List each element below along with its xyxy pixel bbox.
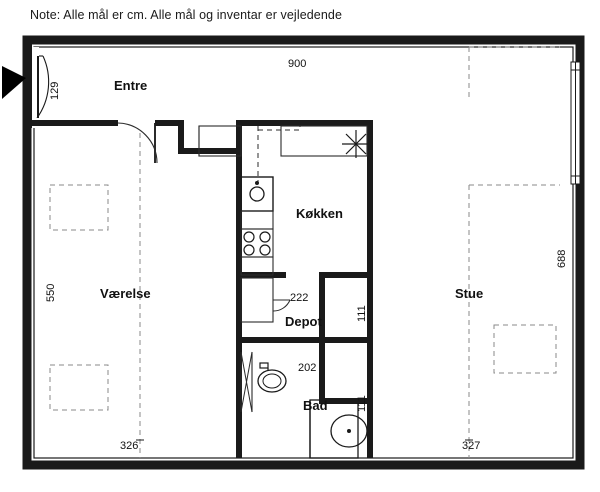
plan-note: Note: Alle mål er cm. Alle mål og inventar er vejledende (30, 8, 343, 22)
dimension-entre-door: 129 (49, 81, 61, 100)
room-label-bad: Bad (303, 398, 328, 413)
stove-burners-icon (244, 232, 270, 255)
dimension-stue-bottom: 327 (462, 440, 481, 452)
dimension-bad-right: 111 (356, 395, 368, 412)
kitchen-cabinets (241, 211, 273, 275)
room-label-depot: Depot (285, 314, 322, 329)
dimension-stue-right: 688 (556, 249, 568, 268)
kitchen-sink-icon (241, 177, 273, 211)
room-label-stue: Stue (455, 286, 484, 301)
room-label-kokken: Køkken (296, 206, 343, 221)
depot-fixtures (241, 278, 290, 322)
zone-guides (140, 47, 560, 458)
cooktop-icon (342, 130, 370, 158)
dimension-vaerelse-left: 550 (45, 283, 57, 302)
windows (571, 62, 580, 184)
kitchen-counter (199, 126, 367, 183)
dimension-bad-width: 202 (298, 362, 317, 374)
dimension-vaerelse-bottom: 326 (120, 440, 139, 452)
room-label-entre: Entre (114, 78, 148, 93)
interior-door-swing (118, 123, 157, 163)
dimension-depot-right: 111 (356, 305, 368, 322)
dimension-top-overall: 900 (288, 58, 307, 70)
toilet-icon (258, 363, 286, 392)
dimension-depot-width: 222 (290, 292, 309, 304)
room-label-vaerelse: Værelse (100, 286, 151, 301)
